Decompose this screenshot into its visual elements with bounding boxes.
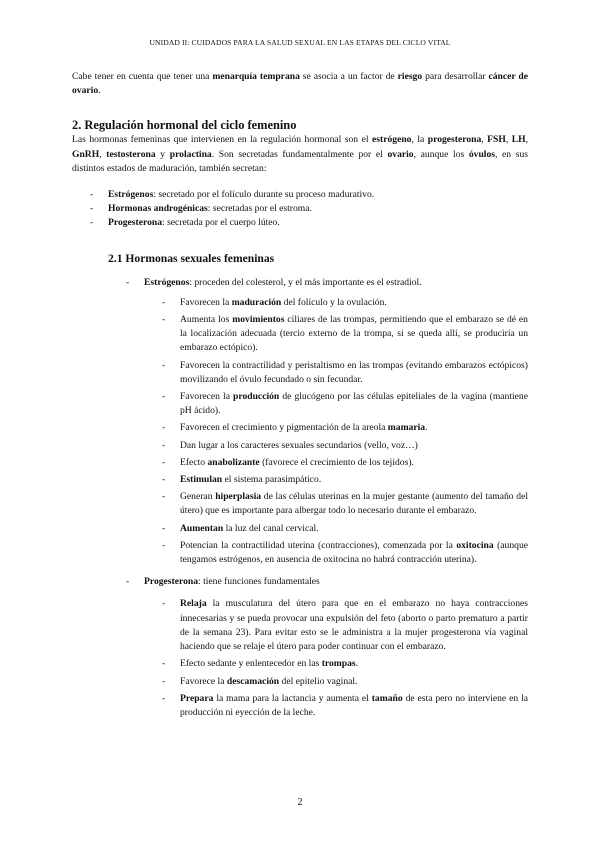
list-item: - Estimulan el sistema parasimpático. [72, 473, 528, 487]
list-item: - Potencian la contractilidad uterina (contracciones), comenzada por la oxitocina (aunque tengamos estrógenos, en ausencia de oxitocina no habrá contracción uterina). [72, 539, 528, 567]
intro-paragraph: Cabe tener en cuenta que tener una menarquía temprana se asocia a un factor de riesgo para desarrollar cáncer de ovario. [72, 71, 529, 97]
list-item-estrogenos: - Estrógenos: proceden del colesterol, y el más importante es el estradiol. [72, 276, 528, 290]
list-item: - Efecto sedante y enlentecedor en las trompas. [72, 657, 528, 671]
list-item: - Relaja la musculatura del útero para que en el embarazo no haya contracciones innecesarias y se pueda provocar una expulsión del feto (aborto o parto prematuro a partir de la semana 23). Para evitar esto se le administra a la mujer progesterona vía vaginal haciendo que se relaje el útero para poder continuar con el embarazo. [72, 597, 528, 654]
list-item: - Efecto anabolizante (favorece el crecimiento de los tejidos). [72, 456, 528, 470]
estrogenos-functions [72, 296, 528, 567]
list-item: - Favorece la descamación del epitelio vaginal. [72, 675, 528, 689]
list-item: - Hormonas androgénicas: secretadas por el estroma. [72, 202, 528, 216]
list-item: - Estrógenos: secretado por el folículo durante su proceso madurativo. [72, 188, 528, 202]
list-item: - Aumenta los movimientos ciliares de las trompas, permitiendo que el embarazo se dé en la localización adecuada (tercio externo de la trompa, si se queda allí, se produciría un embarazo ectópico). [72, 313, 528, 356]
list-item: - Generan hiperplasia de las células uterinas en la mujer gestante (aumento del tamaño del útero) que es importante para albergar todo lo necesario durante el embarazo. [72, 490, 528, 518]
list-item: - Favorecen la maduración del folículo y la ovulación. [72, 296, 528, 310]
list-item: - Favorecen la producción de glucógeno por las células epiteliales de la vagina (mantiene pH ácido). [72, 390, 528, 418]
list-item: - Progesterona: secretada por el cuerpo lúteo. [72, 216, 528, 230]
progesterona-functions [72, 597, 528, 720]
subsection-title: 2.1 Hormonas sexuales femeninas [108, 251, 275, 265]
list-item: - Prepara la mama para la lactancia y aumenta el tamaño de esta pero no interviene en la producción ni eyección de la leche. [72, 692, 528, 720]
page-content [72, 70, 528, 726]
list-item-progesterona: - Progesterona: tiene funciones fundamentales [72, 575, 528, 589]
list-item: - Favorecen el crecimiento y pigmentación de la areola mamaria. [72, 421, 528, 435]
hormones-list [72, 276, 528, 290]
page-number: 2 [297, 797, 303, 808]
list-item: - Favorecen la contractilidad y peristaltismo en las trompas (evitando embarazos ectópicos) movilizando el óvulo fecundado o sin fecundar. [72, 359, 528, 387]
section-title: 2. Regulación hormonal del ciclo femenino [72, 118, 297, 133]
section-paragraph: Las hormonas femeninas que intervienen en la regulación hormonal son el estrógeno, la progesterona, FSH, LH, GnRH, testosterona y prolactina. Son secretadas fundamentalmente por el ovario, aunque los óvulos, en sus distintos estados de maduración, también secretan: [72, 134, 529, 174]
running-header: UNIDAD II: CUIDADOS PARA LA SALUD SEXUAL EN LAS ETAPAS DEL CICLO VITAL [149, 38, 451, 47]
list-item: - Dan lugar a los caracteres sexuales secundarios (vello, voz…) [72, 439, 528, 453]
list-item: - Aumentan la luz del canal cervical. [72, 522, 528, 536]
secretion-list [72, 188, 528, 231]
hormones-list-2 [72, 575, 528, 589]
